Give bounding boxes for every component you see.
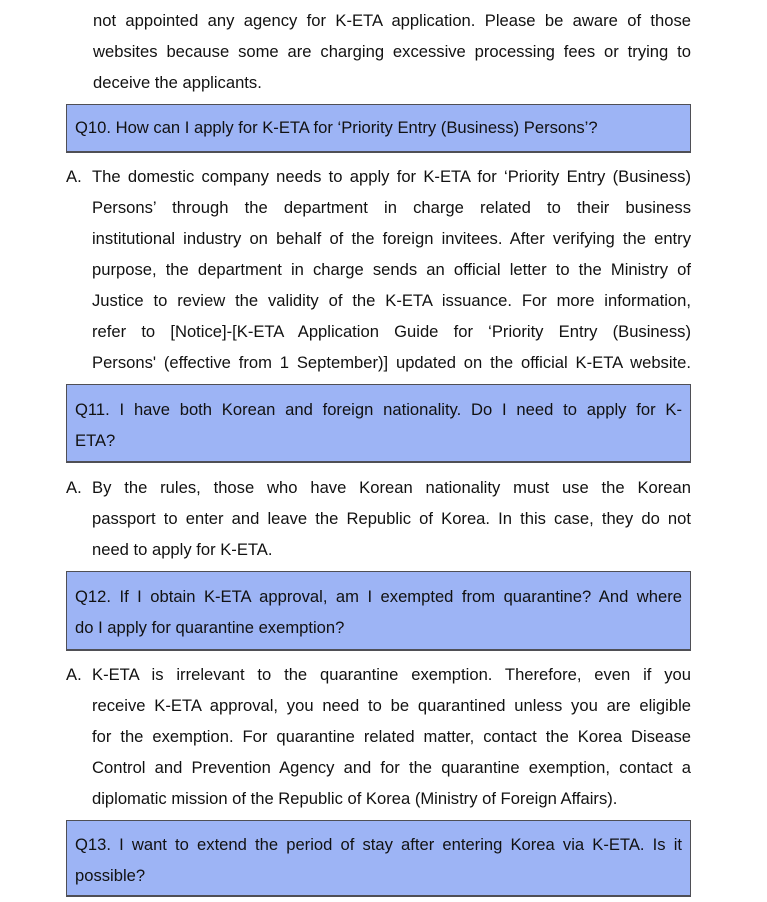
answer-line: Control and Prevention Agency and for the quarantine exemption, contact a — [92, 758, 691, 777]
answer-line: purpose, the department in charge sends an official letter to the Ministry of — [92, 260, 691, 279]
previous-answer-continuation — [93, 5, 691, 98]
answer-line: The domestic company needs to apply for K-ETA for ‘Priority Entry (Business) — [92, 167, 691, 186]
answer-marker: A. — [66, 167, 82, 186]
answer-q12 — [66, 659, 691, 814]
text-line: deceive the applicants. — [93, 73, 262, 92]
question-box-q11 — [66, 384, 691, 463]
answer-marker: A. — [66, 478, 82, 497]
question-text: Q12. If I obtain K-ETA approval, am I exempted from quarantine? And where — [75, 587, 682, 606]
text-line: not appointed any agency for K-ETA application. Please be aware of those — [93, 11, 691, 30]
answer-line: institutional industry on behalf of the foreign invitees. After verifying the entry — [92, 229, 691, 248]
answer-line: receive K-ETA approval, you need to be quarantined unless you are eligible — [92, 696, 691, 715]
question-text: Q13. I want to extend the period of stay after entering Korea via K-ETA. Is it — [75, 835, 682, 854]
answer-line: passport to enter and leave the Republic of Korea. In this case, they do not — [92, 509, 691, 528]
answer-line: Justice to review the validity of the K-ETA issuance. For more information, — [92, 291, 691, 310]
answer-line: for the exemption. For quarantine related matter, contact the Korea Disease — [92, 727, 691, 746]
answer-line: diplomatic mission of the Republic of Korea (Ministry of Foreign Affairs). — [92, 789, 618, 808]
question-text: possible? — [75, 866, 146, 885]
question-box-q12 — [66, 571, 691, 651]
question-text: do I apply for quarantine exemption? — [75, 618, 345, 637]
answer-q10 — [66, 161, 691, 378]
answer-line: Persons’ through the department in charge related to their business — [92, 198, 691, 217]
answer-line: refer to [Notice]-[K-ETA Application Guide for ‘Priority Entry (Business) — [92, 322, 691, 341]
answer-line: K-ETA is irrelevant to the quarantine exemption. Therefore, even if you — [92, 665, 691, 684]
question-text: Q11. I have both Korean and foreign nationality. Do I need to apply for K- — [75, 400, 682, 419]
answer-line: Persons' (effective from 1 September)] updated on the official K-ETA website. — [92, 353, 691, 372]
answer-line: need to apply for K-ETA. — [92, 540, 273, 559]
text-line: websites because some are charging excessive processing fees or trying to — [93, 42, 691, 61]
answer-q11 — [66, 472, 691, 565]
question-text: ETA? — [75, 431, 116, 450]
answer-line: By the rules, those who have Korean nationality must use the Korean — [92, 478, 691, 497]
question-box-q10 — [66, 104, 691, 153]
question-box-q13 — [66, 820, 691, 897]
question-text: Q10. How can I apply for K-ETA for ‘Priority Entry (Business) Persons’? — [75, 118, 598, 137]
answer-marker: A. — [66, 665, 82, 684]
